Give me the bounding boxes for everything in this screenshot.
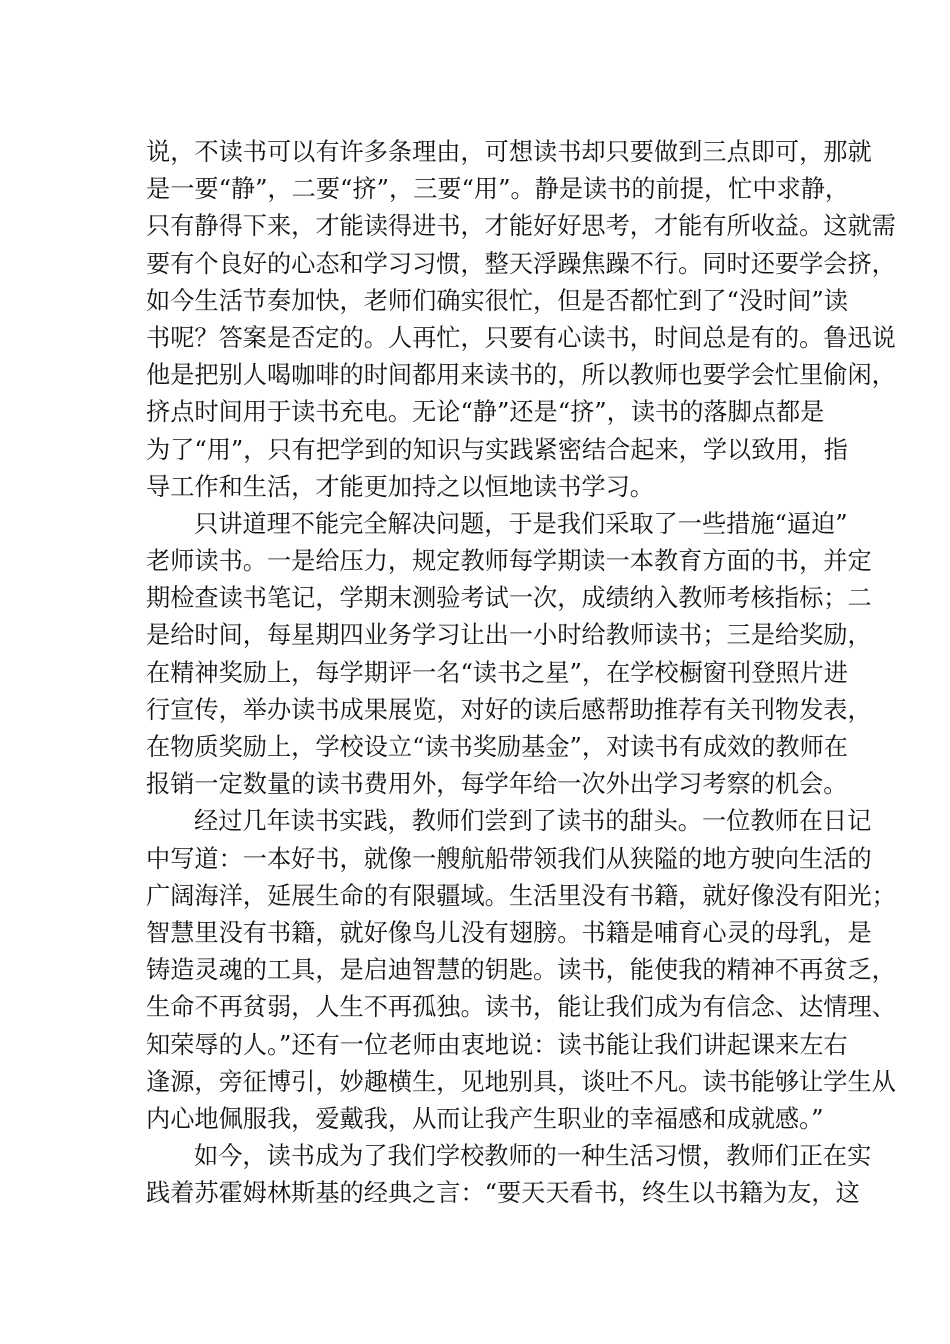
text-line: 内心地佩服我，爱戴我，从而让我产生职业的幸福感和成就感。” [146, 1104, 824, 1133]
text-line: 践着苏霍姆林斯基的经典之言：“要天天看书，终生以书籍为友，这 [146, 1179, 860, 1208]
text-line: 经过几年读书实践，教师们尝到了读书的甜头。一位教师在日记 [194, 807, 872, 836]
text-line: 知荣辱的人。”还有一位老师由衷地说：读书能让我们讲起课来左右 [146, 1030, 848, 1059]
text-line: 导工作和生活，才能更加持之以恒地读书学习。 [146, 472, 654, 501]
paragraph [146, 1138, 872, 1212]
text-line: 老师读书。一是给压力，规定教师每学期读一本教育方面的书，并定 [146, 547, 872, 576]
text-line: 要有个良好的心态和学习习惯，整天浮躁焦躁不行。同时还要学会挤， [146, 249, 896, 278]
text-line: 在精神奖励上，每学期评一名“读书之星”，在学校橱窗刊登照片进 [146, 658, 848, 687]
text-line: 他是把别人喝咖啡的时间都用来读书的，所以教师也要学会忙里偷闲， [146, 361, 896, 390]
text-line: 行宣传，举办读书成果展览，对好的读后感帮助推荐有关刊物发表， [146, 695, 872, 724]
text-line: 广阔海洋，延展生命的有限疆域。生活里没有书籍，就好像没有阳光； [146, 881, 896, 910]
text-line: 如今，读书成为了我们学校教师的一种生活习惯，教师们正在实 [194, 1142, 872, 1171]
body-text [146, 134, 896, 1212]
paragraph [146, 506, 872, 804]
text-line: 为了“用”，只有把学到的知识与实践紧密结合起来，学以致用，指 [146, 435, 848, 464]
text-line: 是给时间，每星期四业务学习让出一小时给教师读书；三是给奖励， [146, 621, 872, 650]
text-line: 生命不再贫弱，人生不再孤独。读书，能让我们成为有信念、达情理、 [146, 993, 896, 1022]
paragraph [146, 803, 896, 1138]
text-line: 铸造灵魂的工具，是启迪智慧的钥匙。读书，能使我的精神不再贫乏， [146, 956, 896, 985]
text-line: 报销一定数量的读书费用外，每学年给一次外出学习考察的机会。 [146, 770, 848, 799]
text-line: 逢源，旁征博引，妙趣横生，见地别具，谈吐不凡。读书能够让学生从 [146, 1067, 896, 1096]
text-line: 在物质奖励上，学校设立“读书奖励基金”，对读书有成效的教师在 [146, 733, 848, 761]
text-line: 是一要“静”，二要“挤”，三要“用”。静是读书的前提，忙中求静， [146, 175, 850, 204]
text-line: 期检查读书笔记，学期末测验考试一次，成绩纳入教师考核指标；二 [146, 584, 872, 613]
text-line: 智慧里没有书籍，就好像鸟儿没有翅膀。书籍是哺育心灵的母乳，是 [146, 918, 872, 947]
text-line: 挤点时间用于读书充电。无论“静”还是“挤”，读书的落脚点都是 [146, 398, 825, 427]
text-line: 说，不读书可以有许多条理由，可想读书却只要做到三点即可，那就 [146, 138, 872, 166]
text-line: 中写道：一本好书，就像一艘航船带领我们从狭隘的地方驶向生活的 [146, 844, 872, 873]
text-line: 只有静得下来，才能读得进书，才能好好思考，才能有所收益。这就需 [146, 212, 896, 241]
text-line: 如今生活节奏加快，老师们确实很忙，但是否都忙到了“没时间”读 [146, 286, 848, 315]
text-line: 书呢？答案是否定的。人再忙，只要有心读书，时间总是有的。鲁迅说 [146, 323, 896, 352]
text-line: 只讲道理不能完全解决问题，于是我们采取了一些措施“逼迫” [194, 509, 848, 538]
paragraph [146, 134, 896, 506]
